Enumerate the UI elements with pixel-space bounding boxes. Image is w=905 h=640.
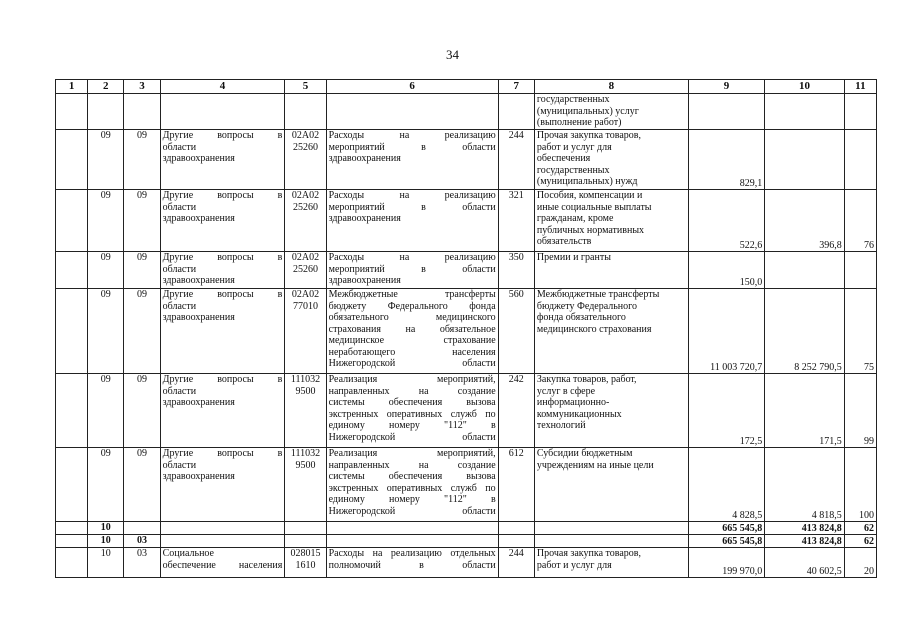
cell-subsection: 09 (124, 130, 160, 190)
cell-subsection (124, 522, 160, 535)
cell-expense-type-name: Пособия, компенсации и иные социальные выплаты гражданам, кроме публичных нормативных обязательств (534, 190, 688, 252)
cell-col1 (56, 374, 88, 448)
cell-expense-name: Реализация мероприятий, направленных на создание системы обеспечения вызова экстренных оперативных служб по единому номеру "112" в Нижегородской области (326, 374, 498, 448)
cell-expense-name: Расходы на реализацию отдельных полномочий в области (326, 548, 498, 578)
cell-subsection-name (160, 522, 285, 535)
cell-col1 (56, 448, 88, 522)
column-header: 5 (285, 80, 326, 94)
cell-planned (688, 94, 764, 130)
cell-expense-name (326, 522, 498, 535)
cell-subsection-name: Другие вопросы в области здравоохранения (160, 448, 285, 522)
cell-subsection: 09 (124, 448, 160, 522)
cell-expense-name: Расходы на реализацию мероприятий в области здравоохранения (326, 190, 498, 252)
cell-planned: 172,5 (688, 374, 764, 448)
table-row (56, 448, 877, 522)
cell-executed (765, 130, 844, 190)
cell-percent: 76 (844, 190, 876, 252)
column-header: 2 (88, 80, 124, 94)
table-row (56, 130, 877, 190)
table-row (56, 252, 877, 289)
cell-section: 10 (88, 522, 124, 535)
column-header: 4 (160, 80, 285, 94)
cell-section: 09 (88, 448, 124, 522)
cell-col1 (56, 94, 88, 130)
cell-executed (765, 94, 844, 130)
cell-executed: 171,5 (765, 374, 844, 448)
cell-subsection-name (160, 535, 285, 548)
cell-subsection-name: Другие вопросы в области здравоохранения (160, 190, 285, 252)
cell-expense-type (498, 535, 534, 548)
cell-percent: 99 (844, 374, 876, 448)
cell-planned: 665 545,8 (688, 535, 764, 548)
cell-subsection-name: Другие вопросы в области здравоохранения (160, 374, 285, 448)
cell-executed: 40 602,5 (765, 548, 844, 578)
cell-percent: 100 (844, 448, 876, 522)
cell-planned: 665 545,8 (688, 522, 764, 535)
cell-expense-type-name: Прочая закупка товаров, работ и услуг для обеспечения государственных (муниципальных) нужд (534, 130, 688, 190)
header-row (56, 80, 877, 94)
cell-expense-name: Реализация мероприятий, направленных на создание системы обеспечения вызова экстренных оперативных служб по единому номеру "112" в Нижегородской области (326, 448, 498, 522)
cell-expense-type-name: государственных (муниципальных) услуг (выполнение работ) (534, 94, 688, 130)
cell-expense-type-name: Премии и гранты (534, 252, 688, 289)
cell-target-code: 02А02 25260 (285, 130, 326, 190)
cell-planned: 4 828,5 (688, 448, 764, 522)
cell-section: 09 (88, 190, 124, 252)
cell-col1 (56, 190, 88, 252)
cell-subsection-name: Социальное обеспечение населения (160, 548, 285, 578)
cell-subsection: 09 (124, 374, 160, 448)
cell-target-code: 02А02 77010 (285, 289, 326, 374)
cell-expense-type: 612 (498, 448, 534, 522)
table-row (56, 535, 877, 548)
cell-target-code: 028015 1610 (285, 548, 326, 578)
cell-planned: 199 970,0 (688, 548, 764, 578)
cell-expense-name: Межбюджетные трансферты бюджету Федерального фонда обязательного медицинского страхования на обязательное медицинское страхование неработающего населения Нижегородской области (326, 289, 498, 374)
cell-executed: 413 824,8 (765, 535, 844, 548)
column-header: 6 (326, 80, 498, 94)
cell-target-code (285, 535, 326, 548)
cell-planned: 522,6 (688, 190, 764, 252)
cell-executed: 413 824,8 (765, 522, 844, 535)
cell-expense-name (326, 94, 498, 130)
page-number: 34 (446, 47, 459, 62)
cell-target-code: 111032 9500 (285, 374, 326, 448)
cell-executed: 4 818,5 (765, 448, 844, 522)
cell-expense-type-name: Субсидии бюджетным учреждениям на иные цели (534, 448, 688, 522)
column-header: 3 (124, 80, 160, 94)
cell-subsection: 03 (124, 548, 160, 578)
table-row (56, 374, 877, 448)
cell-col1 (56, 535, 88, 548)
column-header: 9 (688, 80, 764, 94)
cell-expense-type: 242 (498, 374, 534, 448)
cell-subsection: 09 (124, 190, 160, 252)
cell-expense-name: Расходы на реализацию мероприятий в области здравоохранения (326, 130, 498, 190)
cell-expense-type-name: Межбюджетные трансферты бюджету Федерального фонда обязательного медицинского страхования (534, 289, 688, 374)
column-header: 1 (56, 80, 88, 94)
cell-section: 09 (88, 374, 124, 448)
cell-expense-type (498, 522, 534, 535)
cell-target-code: 111032 9500 (285, 448, 326, 522)
cell-expense-name: Расходы на реализацию мероприятий в области здравоохранения (326, 252, 498, 289)
cell-subsection: 09 (124, 289, 160, 374)
cell-section: 10 (88, 548, 124, 578)
cell-executed: 396,8 (765, 190, 844, 252)
cell-target-code: 02А02 25260 (285, 252, 326, 289)
cell-subsection-name: Другие вопросы в области здравоохранения (160, 289, 285, 374)
cell-percent (844, 252, 876, 289)
cell-section: 09 (88, 289, 124, 374)
cell-col1 (56, 289, 88, 374)
cell-section: 10 (88, 535, 124, 548)
cell-percent: 62 (844, 535, 876, 548)
table-row (56, 522, 877, 535)
cell-subsection (124, 94, 160, 130)
cell-col1 (56, 548, 88, 578)
cell-section: 09 (88, 252, 124, 289)
cell-executed (765, 252, 844, 289)
cell-subsection: 09 (124, 252, 160, 289)
table-row (56, 94, 877, 130)
cell-expense-type: 244 (498, 130, 534, 190)
budget-table (55, 79, 877, 578)
cell-planned: 150,0 (688, 252, 764, 289)
cell-target-code (285, 522, 326, 535)
cell-target-code: 02А02 25260 (285, 190, 326, 252)
cell-subsection-name: Другие вопросы в области здравоохранения (160, 130, 285, 190)
cell-subsection: 03 (124, 535, 160, 548)
cell-col1 (56, 130, 88, 190)
column-header: 8 (534, 80, 688, 94)
cell-section (88, 94, 124, 130)
cell-section: 09 (88, 130, 124, 190)
cell-expense-type-name: Прочая закупка товаров, работ и услуг для (534, 548, 688, 578)
cell-percent (844, 130, 876, 190)
cell-expense-type: 560 (498, 289, 534, 374)
table-row (56, 190, 877, 252)
cell-expense-type: 321 (498, 190, 534, 252)
cell-col1 (56, 522, 88, 535)
cell-subsection-name: Другие вопросы в области здравоохранения (160, 252, 285, 289)
cell-col1 (56, 252, 88, 289)
cell-percent: 20 (844, 548, 876, 578)
table-row (56, 289, 877, 374)
cell-expense-type-name: Закупка товаров, работ, услуг в сфере информационно- коммуникационных технологий (534, 374, 688, 448)
cell-percent: 75 (844, 289, 876, 374)
cell-expense-type (498, 94, 534, 130)
cell-executed: 8 252 790,5 (765, 289, 844, 374)
cell-expense-type-name (534, 522, 688, 535)
column-header: 11 (844, 80, 876, 94)
cell-planned: 829,1 (688, 130, 764, 190)
cell-expense-type-name (534, 535, 688, 548)
column-header: 10 (765, 80, 844, 94)
cell-expense-name (326, 535, 498, 548)
cell-planned: 11 003 720,7 (688, 289, 764, 374)
cell-target-code (285, 94, 326, 130)
column-header: 7 (498, 80, 534, 94)
cell-expense-type: 350 (498, 252, 534, 289)
cell-subsection-name (160, 94, 285, 130)
cell-percent (844, 94, 876, 130)
cell-percent: 62 (844, 522, 876, 535)
table-row (56, 548, 877, 578)
cell-expense-type: 244 (498, 548, 534, 578)
